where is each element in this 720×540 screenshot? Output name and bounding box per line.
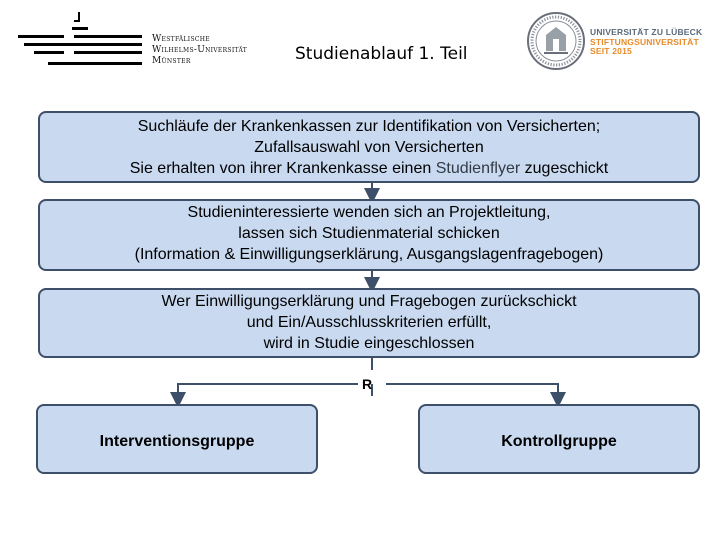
wwu-logo-text: Westfälische Wilhelms-Universität Münster [152,34,248,66]
wwu-logo-bar [74,51,142,54]
wwu-logo [18,12,278,72]
flow-step-selection-line3: Sie erhalten von ihrer Krankenkasse einen Studienflyer zugeschickt [129,160,609,177]
control-group-box: Kontrollgruppe [418,404,700,474]
page-title: Studienablauf 1. Teil [295,44,468,64]
intervention-group-box: Interventionsgruppe [36,404,318,474]
wwu-logo-bar [24,43,142,46]
wwu-logo-bar [18,35,64,38]
arrow-to-control [386,384,558,400]
flow-step-selection: Suchläufe der Krankenkassen zur Identifikation von Versicherten; Zufallsauswahl von Versicherten Sie erhalten von ihrer Krankenkasse einen Studienflyer zugeschickt [38,111,700,183]
uzl-logo-text: UNIVERSITÄT ZU LÜBECK STIFTUNGSUNIVERSITÄT SEIT 2015 [590,27,703,56]
wwu-logo-bar [48,62,142,65]
randomization-label: R [362,376,373,392]
wwu-logo-bar [72,27,88,30]
arrow-to-intervention [178,384,358,400]
flow-step-contact: Studieninteressierte wenden sich an Projektleitung, lassen sich Studienmaterial schicken (Information & Einwilligungserklärung, Ausgangslagenfragebogen) [38,199,700,271]
wwu-logo-bar [74,35,142,38]
wwu-logo-bar [34,51,64,54]
wwu-logo-mark [78,12,80,20]
wwu-logo-mark [74,20,80,22]
flow-step-inclusion: Wer Einwilligungserklärung und Fragebogen zurückschickt und Ein/Ausschlusskriterien erfüllt, wird in Studie eingeschlossen [38,288,700,358]
uzl-seal-icon [526,11,586,71]
